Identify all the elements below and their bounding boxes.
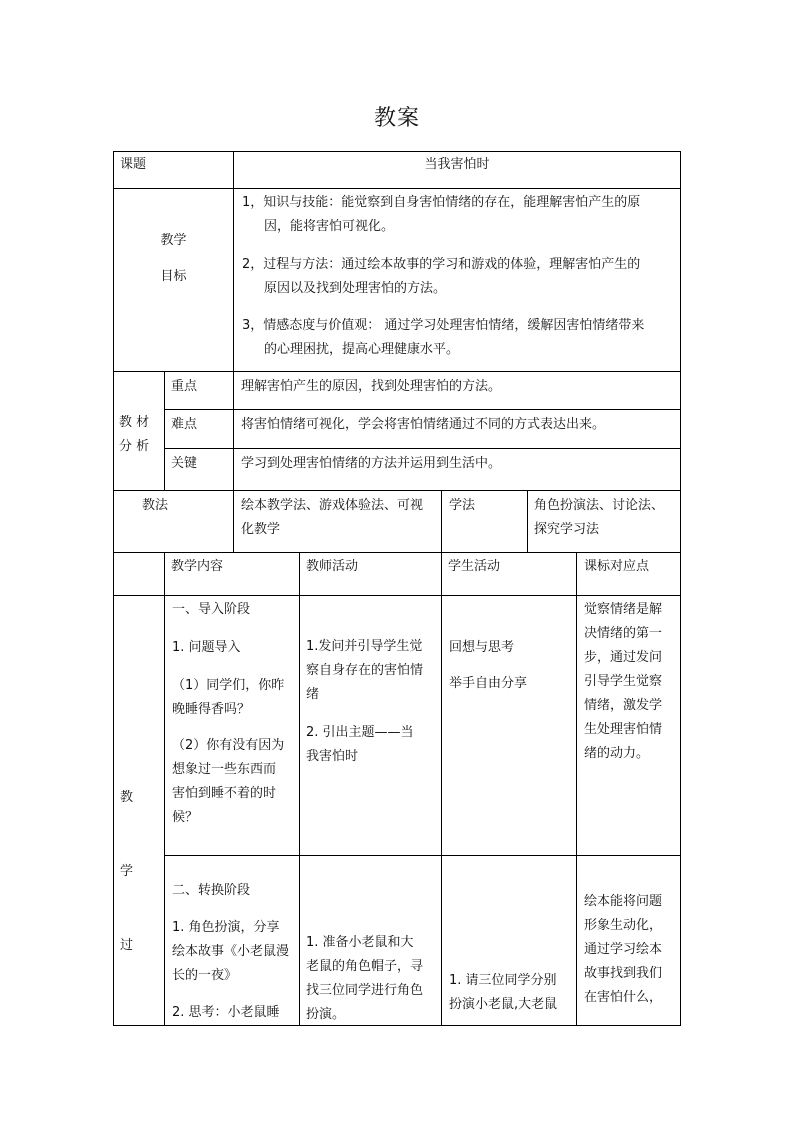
column-border xyxy=(441,552,442,1026)
stage2-teacher-line: 找三位同学进行角色 xyxy=(306,983,424,998)
stage1-content-line: 想象过一些东西而 xyxy=(172,762,277,777)
teaching-method-label: 教法 xyxy=(142,498,169,513)
stage1-teacher-line: 绪 xyxy=(306,687,320,702)
learning-method-line1: 角色扮演法、讨论法、 xyxy=(534,498,665,513)
stage1-content-line: 候？ xyxy=(172,810,199,825)
row-border xyxy=(164,448,681,449)
stage2-student-line: 扮演小老鼠,大老鼠 xyxy=(449,997,558,1012)
goals-label-line2: 目标 xyxy=(160,269,187,284)
stage1-teacher-line: 察自身存在的害怕情 xyxy=(306,663,424,678)
stage2-teacher-line: 1. 准备小老鼠和大 xyxy=(306,935,414,950)
column-border xyxy=(299,552,300,1026)
analysis-label-line1: 教 材 xyxy=(119,415,150,430)
column-border xyxy=(576,552,577,1026)
page-title: 教案 xyxy=(373,106,420,131)
process-label-char: 过 xyxy=(120,938,134,953)
stage2-teacher-line: 老鼠的角色帽子，寻 xyxy=(306,959,424,974)
teaching-method-line1: 绘本教学法、游戏体验法、可视 xyxy=(241,498,424,513)
stage1-standard-line: 决情绪的第一 xyxy=(584,626,663,641)
row-border xyxy=(164,855,681,856)
stage1-standard-line: 步，通过发问 xyxy=(584,650,663,665)
goal-3-line-1: 3，情感态度与价值观： 通过学习处理害怕情绪，缓解因害怕情绪带来 xyxy=(242,318,645,333)
analysis-label-line2: 分 析 xyxy=(119,439,150,454)
teaching-method-line2: 化教学 xyxy=(241,522,281,537)
stage1-standard-line: 情绪，激发学 xyxy=(584,698,663,713)
stage1-teacher-line: 1.发问并引导学生觉 xyxy=(306,639,423,654)
key-text: 学习到处理害怕情绪的方法并运用到生活中。 xyxy=(241,456,502,471)
stage2-content-line: 绘本故事《小老鼠漫 xyxy=(172,944,290,959)
stage1-content-line: 1. 问题导入 xyxy=(172,640,241,655)
row-border xyxy=(113,188,681,189)
column-header-content: 教学内容 xyxy=(171,559,224,574)
stage2-content-line: 长的一夜》 xyxy=(172,968,238,983)
stage1-standard-line: 生处理害怕情 xyxy=(584,722,663,737)
goals-label-line1: 教学 xyxy=(160,233,187,248)
stage1-teacher-line: 2. 引出主题——当 xyxy=(306,725,414,740)
stage2-content-line: 2. 思考：小老鼠睡 xyxy=(172,1005,280,1020)
column-border xyxy=(680,151,681,1026)
column-border xyxy=(233,151,234,553)
row-border xyxy=(113,371,681,372)
goal-2-line-1: 2，过程与方法：通过绘本故事的学习和游戏的体验，理解害怕产生的 xyxy=(242,257,641,272)
focus-text: 理解害怕产生的原因，找到处理害怕的方法。 xyxy=(241,379,502,394)
stage1-content-line: 害怕到睡不着的时 xyxy=(172,786,277,801)
stage1-student-line: 举手自由分享 xyxy=(449,676,528,691)
stage1-content-line: （2）你有没有因为 xyxy=(172,738,285,753)
row-border xyxy=(113,595,681,596)
stage2-standard-line: 在害怕什么， xyxy=(584,990,663,1005)
column-header-standard: 课标对应点 xyxy=(584,559,650,574)
stage1-content-line: 一、导入阶段 xyxy=(172,602,251,617)
stage2-content-line: 1. 角色扮演，分享 xyxy=(172,920,280,935)
stage2-standard-line: 通过学习绘本 xyxy=(584,942,663,957)
stage2-standard-line: 形象生动化， xyxy=(584,918,663,933)
learning-method-line2: 探究学习法 xyxy=(534,522,600,537)
goal-2-line-2: 原因以及找到处理害怕的方法。 xyxy=(264,281,447,296)
stage2-student-line: 1. 请三位同学分别 xyxy=(449,973,557,988)
course-title: 当我害怕时 xyxy=(424,157,490,172)
row-border xyxy=(164,409,681,410)
stage1-teacher-line: 我害怕时 xyxy=(306,749,359,764)
key-label: 关键 xyxy=(171,456,198,471)
stage1-standard-line: 引导学生觉察 xyxy=(584,674,663,689)
course-title-label: 课题 xyxy=(120,157,147,172)
column-header-student: 学生活动 xyxy=(448,559,501,574)
stage2-standard-line: 绘本能将问题 xyxy=(584,894,663,909)
goal-3-line-2: 的心理困扰，提高心理健康水平。 xyxy=(264,342,460,357)
column-header-teacher: 教师活动 xyxy=(306,559,359,574)
row-border xyxy=(113,490,681,491)
process-label-char: 学 xyxy=(120,864,134,879)
difficulty-text: 将害怕情绪可视化，学会将害怕情绪通过不同的方式表达出来。 xyxy=(241,417,606,432)
row-border xyxy=(113,1025,681,1026)
column-border xyxy=(527,490,528,553)
stage1-content-line: （1）同学们，你昨 xyxy=(172,678,285,693)
column-border xyxy=(441,490,442,553)
stage1-standard-line: 觉察情绪是解 xyxy=(584,602,663,617)
stage1-student-line: 回想与思考 xyxy=(449,640,515,655)
focus-label: 重点 xyxy=(171,379,198,394)
learning-method-label: 学法 xyxy=(449,498,476,513)
stage2-teacher-line: 扮演。 xyxy=(306,1007,346,1022)
stage2-content-line: 二、转换阶段 xyxy=(172,883,251,898)
goal-1-line-1: 1，知识与技能：能觉察到自身害怕情绪的存在，能理解害怕产生的原 xyxy=(242,195,641,210)
stage1-content-line: 晚睡得香吗？ xyxy=(172,702,251,717)
column-border xyxy=(164,552,165,1026)
row-border xyxy=(113,552,681,553)
row-border xyxy=(113,151,681,152)
goal-1-line-2: 因，能将害怕可视化。 xyxy=(264,219,395,234)
stage2-standard-line: 故事找到我们 xyxy=(584,966,663,981)
difficulty-label: 难点 xyxy=(171,417,198,432)
stage1-standard-line: 绪的动力。 xyxy=(584,746,650,761)
process-label-char: 教 xyxy=(120,790,134,805)
column-border xyxy=(164,371,165,491)
